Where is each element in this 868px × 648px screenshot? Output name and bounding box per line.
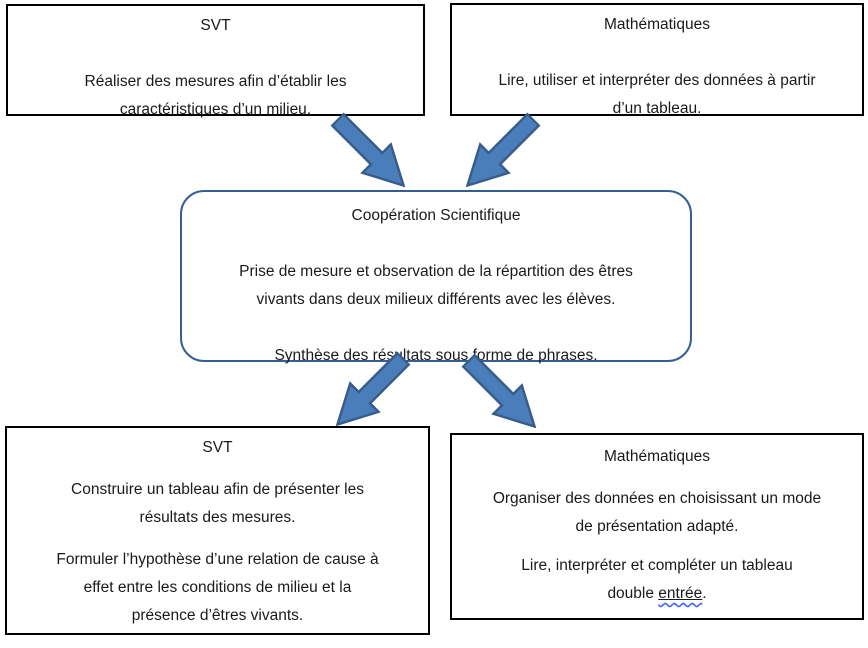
box-text-line: Lire, interpréter et compléter un tableau xyxy=(521,557,793,574)
box-maths-bottom xyxy=(450,433,864,620)
box-text-line: de présentation adapté. xyxy=(575,518,739,535)
box-paragraph xyxy=(452,485,862,541)
box-text-line: Formuler l’hypothèse d’une relation de cause à xyxy=(56,551,379,568)
box-text-line: Construire un tableau afin de présenter les xyxy=(71,481,364,498)
box-text-line: résultats des mesures. xyxy=(139,509,296,526)
box-text-fragment: . xyxy=(702,585,707,602)
box-text-line: présence d’êtres vivants. xyxy=(131,607,304,624)
box-text-line: Réaliser des mesures afin d’établir les xyxy=(84,73,347,90)
box-text-line: Synthèse des résultats sous forme de phrases. xyxy=(274,347,598,364)
box-text-line: vivants dans deux milieux différents avec les élèves. xyxy=(256,291,616,308)
box-text-line: Prise de mesure et observation de la répartition des êtres xyxy=(239,263,633,280)
box-maths-top xyxy=(450,3,864,116)
box-text-fragment: double xyxy=(607,585,659,602)
box-title: Mathématiques xyxy=(604,448,710,465)
box-title: SVT xyxy=(200,17,231,34)
box-svt-top xyxy=(6,4,425,116)
box-title: SVT xyxy=(202,439,233,456)
box-text-line: effet entre les conditions de milieu et la xyxy=(83,579,352,596)
box-text-line: caractéristiques d’un milieu. xyxy=(119,101,312,118)
box-paragraph xyxy=(182,342,690,370)
underlined-word xyxy=(658,585,702,602)
box-text-line xyxy=(452,580,862,608)
box-text-line: d’un tableau. xyxy=(612,100,702,117)
box-paragraph xyxy=(452,552,862,608)
box-text-line: Lire, utiliser et interpréter des données à partir xyxy=(498,72,816,89)
spellcheck-flagged-word: entrée xyxy=(658,585,703,602)
box-svt-bottom xyxy=(5,426,430,635)
box-paragraph xyxy=(7,476,428,532)
box-text-line: Organiser des données en choisissant un mode xyxy=(492,490,822,507)
box-title: Coopération Scientifique xyxy=(351,207,521,224)
box-paragraph xyxy=(182,258,690,314)
box-paragraph xyxy=(7,546,428,630)
box-cooperation-scientifique xyxy=(180,190,692,362)
box-title: Mathématiques xyxy=(604,16,710,33)
